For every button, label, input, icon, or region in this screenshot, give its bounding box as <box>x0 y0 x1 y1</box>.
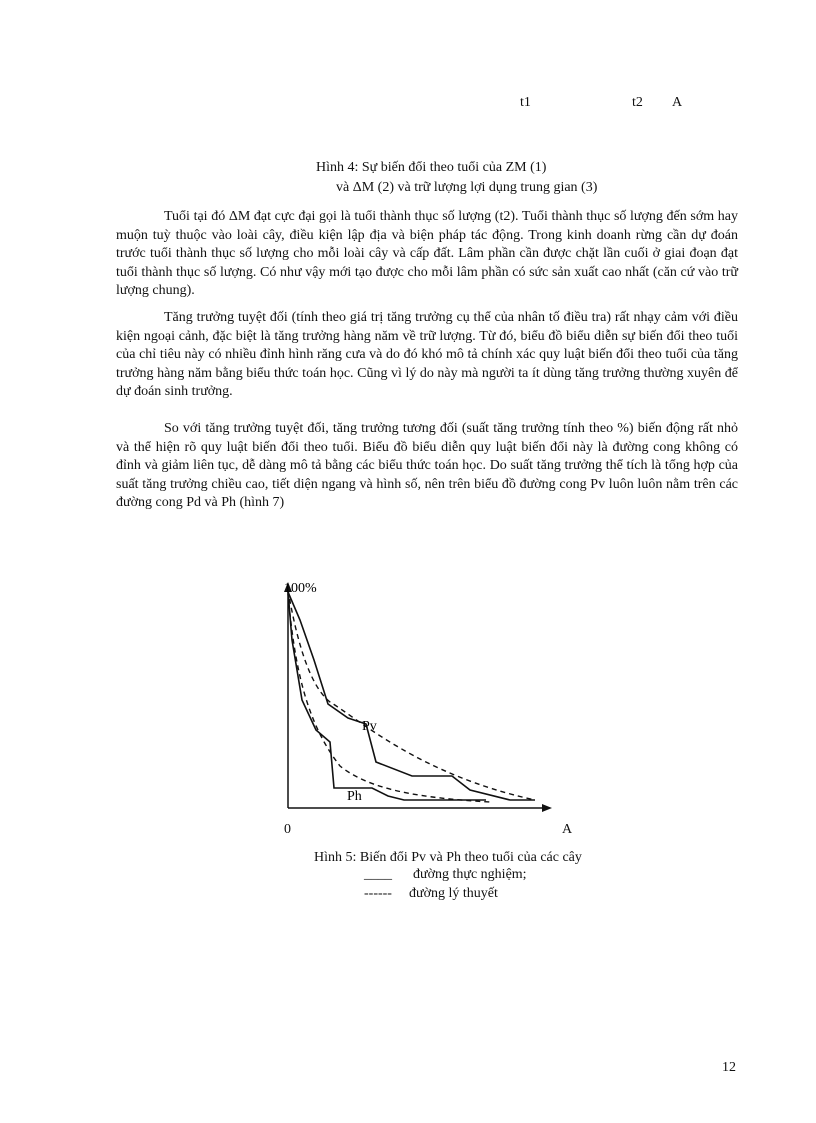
figure5-diagram <box>270 570 570 820</box>
ph-label: Ph <box>347 789 362 804</box>
page-number: 12 <box>722 1060 736 1075</box>
ph-dashed-curve <box>288 594 490 802</box>
pv-label: Pv <box>362 719 377 734</box>
legend-solid-symbol: ____ <box>364 867 392 882</box>
legend-solid-text: đường thực nghiệm; <box>413 867 527 882</box>
legend-dashed <box>364 885 498 903</box>
figure4-caption-line2: và ΔM (2) và trữ lượng lợi dụng trung gian (3) <box>336 180 598 195</box>
x-axis-label: A <box>562 822 573 837</box>
axis-label-a: A <box>672 95 683 110</box>
legend-solid <box>364 866 527 884</box>
axis-label-t1: t1 <box>520 95 531 110</box>
axis-label-t2: t2 <box>632 95 643 110</box>
pv-solid-curve <box>288 592 535 800</box>
paragraph-2-text: Tăng trưởng tuyệt đối (tính theo giá trị tăng trưởng cụ thể của nhân tố điều tra) rất nhạy cảm với điều kiện ngoại cảnh, đặc biệt là tăng trưởng hàng năm về trữ lượng. Từ đó, biểu đồ biểu diễn sự biến đổi theo tuổi của chỉ tiêu này có nhiều đỉnh hình răng cưa và do đó khó mô tả chính xác quy luật biến đổi theo tuổi của tăng trưởng hàng năm bằng biểu thức toán học. Cũng vì lý do này mà người ta ít dùng tăng trưởng thường xuyên để dự đoán sinh trưởng. <box>116 310 738 399</box>
y-axis-label: 100% <box>284 581 317 596</box>
figure5-caption: Hình 5: Biến đổi Pv và Ph theo tuổi của các cây <box>314 850 582 865</box>
paragraph-2 <box>116 309 738 402</box>
ph-solid-curve <box>288 592 486 800</box>
paragraph-3-text: So với tăng trưởng tuyệt đối, tăng trưởng tương đối (suất tăng trưởng tính theo %) biến động rất nhỏ và thể hiện rõ quy luật biến đổi theo tuổi. Biểu đồ biểu diễn quy luật biến đổi này là đường cong không có đỉnh và giảm liên tục, dễ dàng mô tả bằng các biểu thức toán học. Do suất tăng trưởng thể tích là tổng hợp của suất tăng trưởng chiều cao, tiết diện ngang và hình số, nên trên biểu đồ đường cong Pv luôn luôn nằm trên các đường cong Pd và Ph (hình 7) <box>116 421 738 510</box>
legend-dashed-text: đường lý thuyết <box>408 886 498 901</box>
figure4-caption-line1: Hình 4: Sự biến đổi theo tuổi của ZM (1) <box>316 160 547 175</box>
paragraph-1-text: Tuổi tại đó ΔM đạt cực đại gọi là tuổi thành thục số lượng (t2). Tuổi thành thục số lượng đến sớm hay muộn tuỳ thuộc vào loài cây, điều kiện lập địa và biện pháp tác động. Trong kinh doanh rừng cần dự đoán trước tuổi thành thục số lượng cho mỗi loài cây và cấp đất. Lâm phần cần được chặt lần cuối ở giai đoạn đạt tuổi thành thục số lượng. Có như vậy mới tạo được cho mỗi lâm phần có sức sản xuất cao nhất (căn cứ vào trữ lượng chung). <box>116 209 738 298</box>
legend-dashed-symbol: ------ <box>364 886 392 901</box>
paragraph-1 <box>116 208 738 301</box>
paragraph-3 <box>116 420 738 513</box>
x-axis-arrow <box>542 804 552 812</box>
origin-label: 0 <box>284 822 291 837</box>
